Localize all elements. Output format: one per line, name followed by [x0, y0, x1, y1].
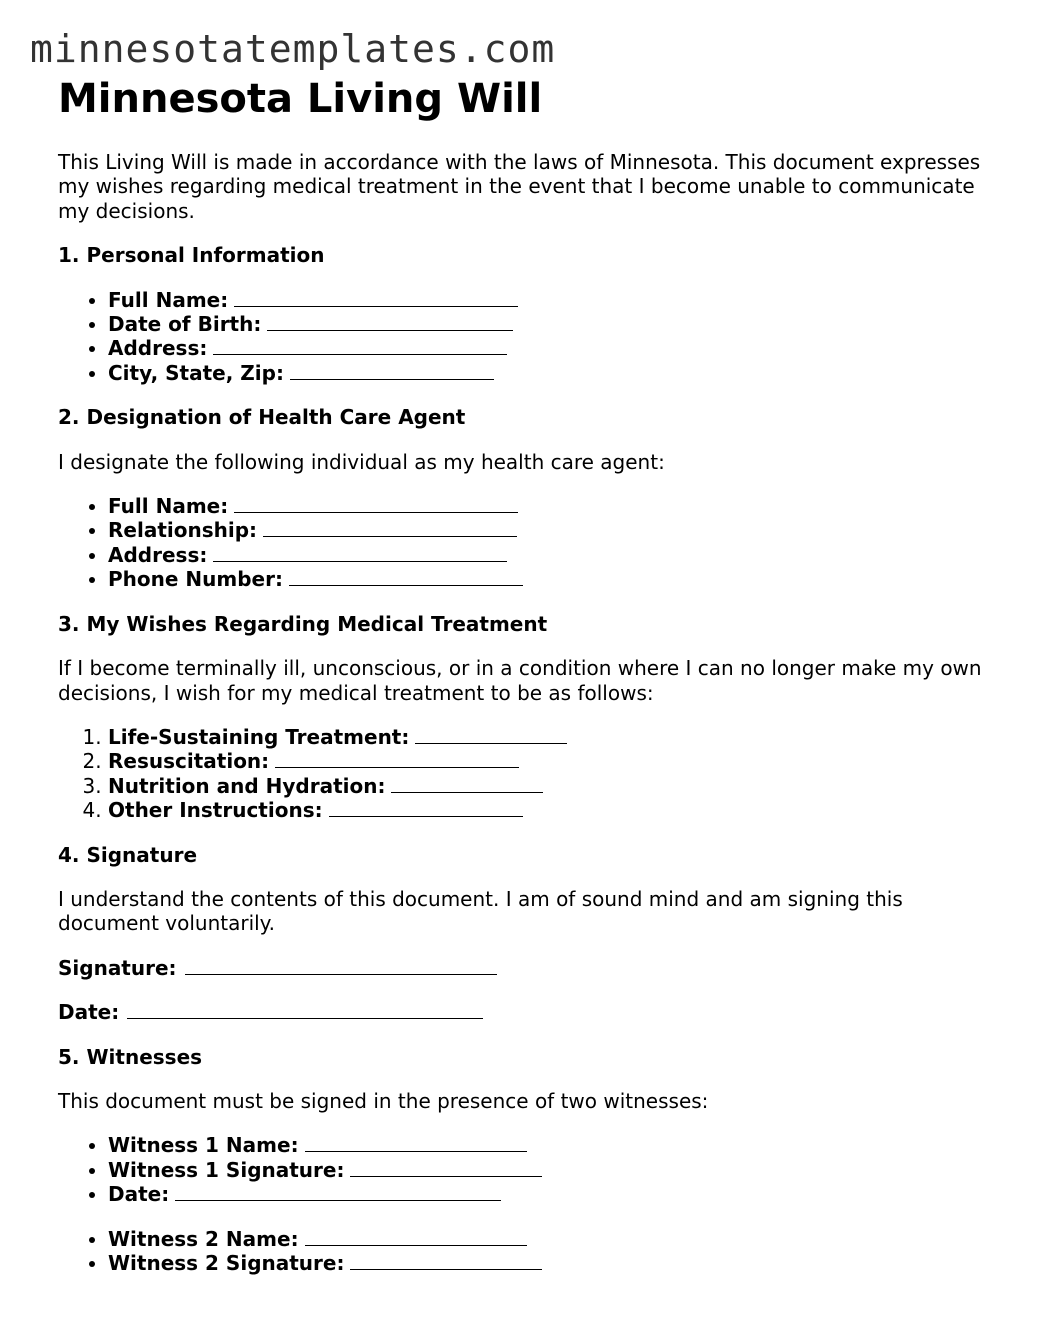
- signature-line[interactable]: [185, 956, 497, 975]
- fill-in-line[interactable]: [415, 725, 567, 744]
- list-item: [108, 1227, 998, 1251]
- field-label: Witness 2 Signature:: [108, 1251, 345, 1275]
- list-item: [108, 798, 998, 822]
- fill-in-line[interactable]: [329, 798, 523, 817]
- fill-in-line[interactable]: [234, 494, 518, 513]
- field-label: Date of Birth:: [108, 312, 262, 337]
- list-item: [108, 361, 998, 385]
- section-5-heading: 5. Witnesses: [58, 1044, 203, 1069]
- field-label: Address:: [108, 542, 208, 567]
- fill-in-line[interactable]: [305, 1227, 527, 1246]
- section-5-text: This document must be signed in the presence of two witnesses:: [58, 1088, 709, 1113]
- field-label: Resuscitation:: [108, 749, 270, 774]
- section-4-text: I understand the contents of this document. I am of sound mind and am signing this document voluntarily.: [58, 886, 903, 936]
- fill-in-line[interactable]: [305, 1133, 527, 1152]
- field-label: Nutrition and Hydration:: [108, 773, 386, 798]
- signature-row: [58, 956, 998, 980]
- list-item: [108, 567, 998, 591]
- intro-paragraph: This Living Will is made in accordance with the laws of Minnesota. This document expresses my wishes regarding medical treatment in the event that I become unable to communicate my decisions.: [58, 150, 981, 223]
- field-label: Address:: [108, 336, 208, 361]
- list-item: [108, 543, 998, 567]
- list-item: [108, 1133, 998, 1157]
- page-title: Minnesota Living Will: [58, 76, 543, 122]
- list-item: [108, 1158, 998, 1182]
- field-label: City, State, Zip:: [108, 360, 284, 385]
- fill-in-line[interactable]: [289, 567, 523, 586]
- list-item: [108, 1182, 998, 1206]
- section-1-heading: 1. Personal Information: [58, 243, 325, 268]
- fill-in-line[interactable]: [213, 336, 507, 355]
- field-label: Witness 1 Signature:: [108, 1157, 345, 1182]
- fill-in-line[interactable]: [350, 1251, 542, 1270]
- section-2-heading: 2. Designation of Health Care Agent: [58, 405, 466, 430]
- personal-info-list: [58, 288, 998, 386]
- fill-in-line[interactable]: [290, 361, 494, 380]
- list-item: [108, 774, 998, 798]
- fill-in-line[interactable]: [275, 749, 519, 768]
- date-line[interactable]: [127, 1000, 483, 1019]
- field-label: Other Instructions:: [108, 798, 323, 823]
- list-item: [108, 336, 998, 360]
- field-label: Witness 1 Name:: [108, 1133, 299, 1158]
- date-row: [58, 1000, 998, 1024]
- field-label: Phone Number:: [108, 567, 283, 592]
- fill-in-line[interactable]: [263, 518, 517, 537]
- fill-in-line[interactable]: [175, 1182, 501, 1201]
- field-label: Life-Sustaining Treatment:: [108, 724, 410, 749]
- field-label: Full Name:: [108, 494, 229, 519]
- field-label: Date:: [108, 1182, 170, 1207]
- agent-info-list: [58, 494, 998, 592]
- field-label: Full Name:: [108, 287, 229, 312]
- list-item: [108, 749, 998, 773]
- fill-in-line[interactable]: [213, 543, 507, 562]
- list-item: [108, 312, 998, 336]
- fill-in-line[interactable]: [234, 288, 518, 307]
- field-label: Relationship:: [108, 518, 258, 543]
- list-item: [108, 518, 998, 542]
- witness-1-list: [58, 1133, 998, 1206]
- section-3-heading: 3. My Wishes Regarding Medical Treatment: [58, 611, 548, 636]
- list-item: [108, 288, 998, 312]
- site-watermark: minnesotatemplates.com: [30, 27, 556, 71]
- witness-2-list: [58, 1227, 998, 1276]
- fill-in-line[interactable]: [350, 1158, 542, 1177]
- section-3-text: If I become terminally ill, unconscious, or in a condition where I can no longer make my own decisions, I wish for my medical treatment to be as follows:: [58, 656, 982, 705]
- list-item: [108, 725, 998, 749]
- fill-in-line[interactable]: [391, 774, 543, 793]
- document: [58, 76, 998, 1275]
- section-2-text: I designate the following individual as my health care agent:: [58, 449, 665, 474]
- treatment-wishes-list: [58, 725, 998, 823]
- list-item: [108, 494, 998, 518]
- section-4-heading: 4. Signature: [58, 842, 198, 867]
- fill-in-line[interactable]: [267, 312, 513, 331]
- signature-label: Signature:: [58, 955, 177, 980]
- field-label: Witness 2 Name:: [108, 1226, 299, 1251]
- list-item: [108, 1251, 998, 1275]
- date-label: Date:: [58, 1000, 120, 1025]
